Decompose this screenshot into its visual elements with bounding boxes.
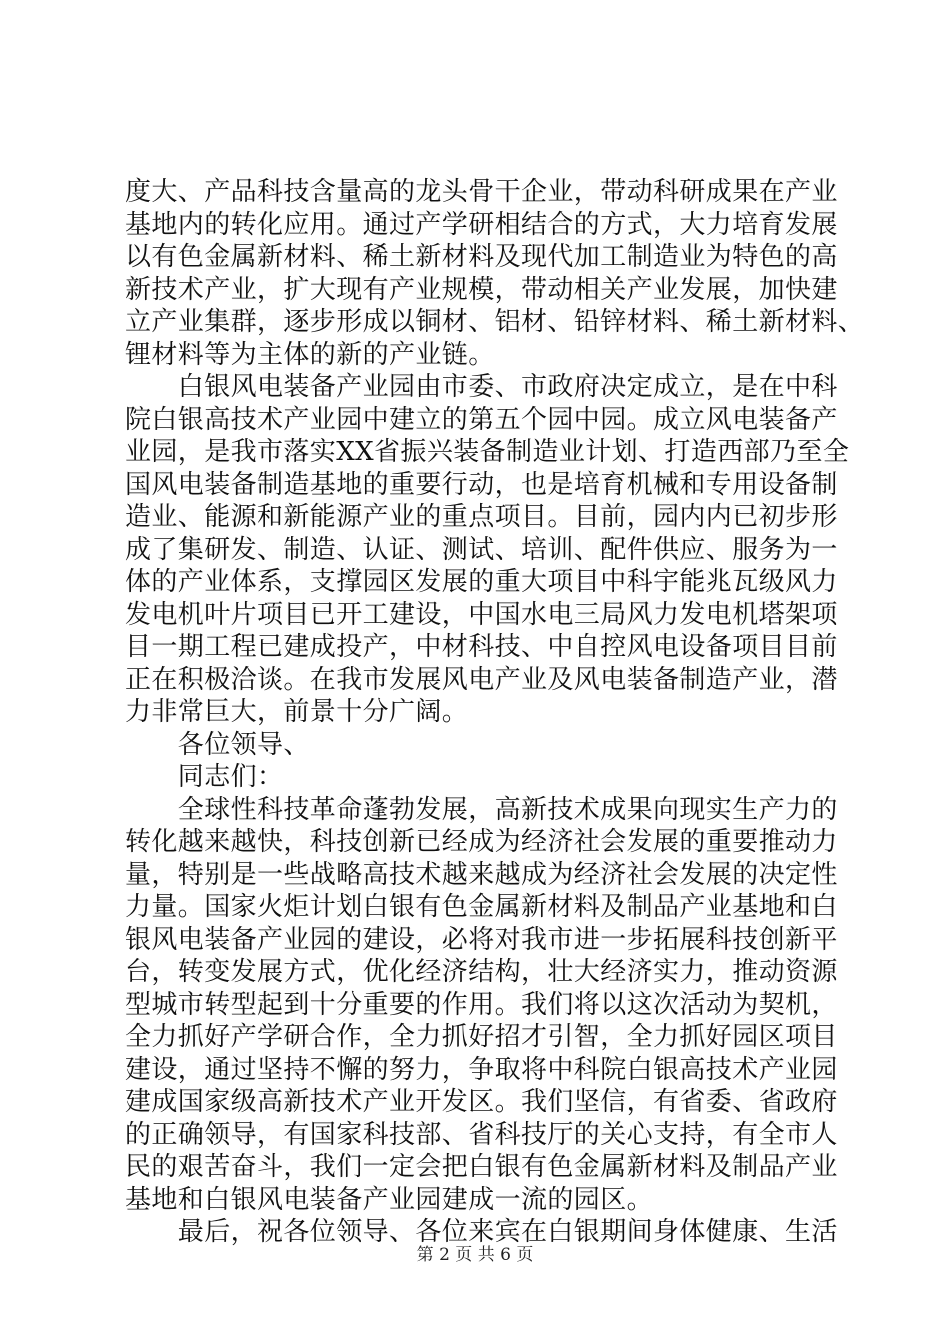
page-footer: 第 2 页 共 6 页 (416, 1245, 534, 1265)
text-line: 成了集研发、制造、认证、测试、培训、配件供应、服务为一 (125, 534, 838, 565)
text-line: 的正确领导，有国家科技部、省科技厅的关心支持，有全市人 (125, 1119, 838, 1150)
document-body (125, 176, 865, 1249)
text-line: 立产业集群，逐步形成以铜材、铝材、铅锌材料、稀土新材料、 (125, 307, 865, 337)
text-line: 各位领导、 (125, 729, 310, 760)
text-line: 台，转变发展方式，优化经济结构，壮大经济实力，推动资源 (125, 957, 838, 987)
text-line: 基地和白银风电装备产业园建成一流的园区。 (125, 1184, 654, 1215)
text-line: 以有色金属新材料、稀土新材料及现代加工制造业为特色的高 (125, 242, 838, 272)
text-line: 型城市转型起到十分重要的作用。我们将以这次活动为契机， (125, 989, 838, 1020)
text-line: 锂材料等为主体的新的产业链。 (125, 339, 495, 370)
text-line: 白银风电装备产业园由市委、市政府决定成立，是在中科 (125, 372, 838, 402)
text-line: 银风电装备产业园的建设，必将对我市进一步拓展科技创新平 (125, 924, 838, 955)
text-line: 业园，是我市落实XX省振兴装备制造业计划、打造西部乃至全 (125, 437, 850, 467)
text-line: 转化越来越快，科技创新已经成为经济社会发展的重要推动力 (125, 827, 838, 857)
text-line: 建设，通过坚持不懈的努力，争取将中科院白银高技术产业园 (125, 1054, 838, 1085)
text-line: 正在积极洽谈。在我市发展风电产业及风电装备制造产业，潜 (125, 664, 838, 695)
text-line: 新技术产业，扩大现有产业规模，带动相关产业发展，加快建 (125, 274, 838, 305)
text-line: 造业、能源和新能源产业的重点项目。目前，园内内已初步形 (125, 502, 838, 532)
text-line: 度大、产品科技含量高的龙头骨干企业，带动科研成果在产业 (125, 177, 838, 207)
text-line: 目一期工程已建成投产，中材科技、中自控风电设备项目目前 (125, 632, 838, 662)
text-line: 量，特别是一些战略高技术越来越成为经济社会发展的决定性 (125, 859, 838, 890)
text-line: 最后，祝各位领导、各位来宾在白银期间身体健康、生活 (125, 1217, 838, 1247)
text-line: 全力抓好产学研合作，全力抓好招才引智，全力抓好园区项目 (125, 1022, 838, 1052)
text-line: 民的艰苦奋斗，我们一定会把白银有色金属新材料及制品产业 (125, 1152, 838, 1182)
text-line: 基地内的转化应用。通过产学研相结合的方式，大力培育发展 (125, 209, 838, 240)
text-line: 力非常巨大，前景十分广阔。 (125, 697, 469, 727)
text-line: 发电机叶片项目已开工建设，中国水电三局风力发电机塔架项 (125, 599, 838, 630)
text-line: 国风电装备制造基地的重要行动，也是培育机械和专用设备制 (125, 469, 838, 500)
text-line: 全球性科技革命蓬勃发展，高新技术成果向现实生产力的 (125, 794, 838, 825)
text-line: 建成国家级高新技术产业开发区。我们坚信，有省委、省政府 (125, 1087, 838, 1117)
text-line: 体的产业体系，支撑园区发展的重大项目中科宇能兆瓦级风力 (125, 567, 838, 597)
text-line: 同志们： (125, 762, 284, 792)
text-line: 院白银高技术产业园中建立的第五个园中园。成立风电装备产 (125, 404, 838, 435)
text-line: 力量。国家火炬计划白银有色金属新材料及制品产业基地和白 (125, 892, 838, 922)
